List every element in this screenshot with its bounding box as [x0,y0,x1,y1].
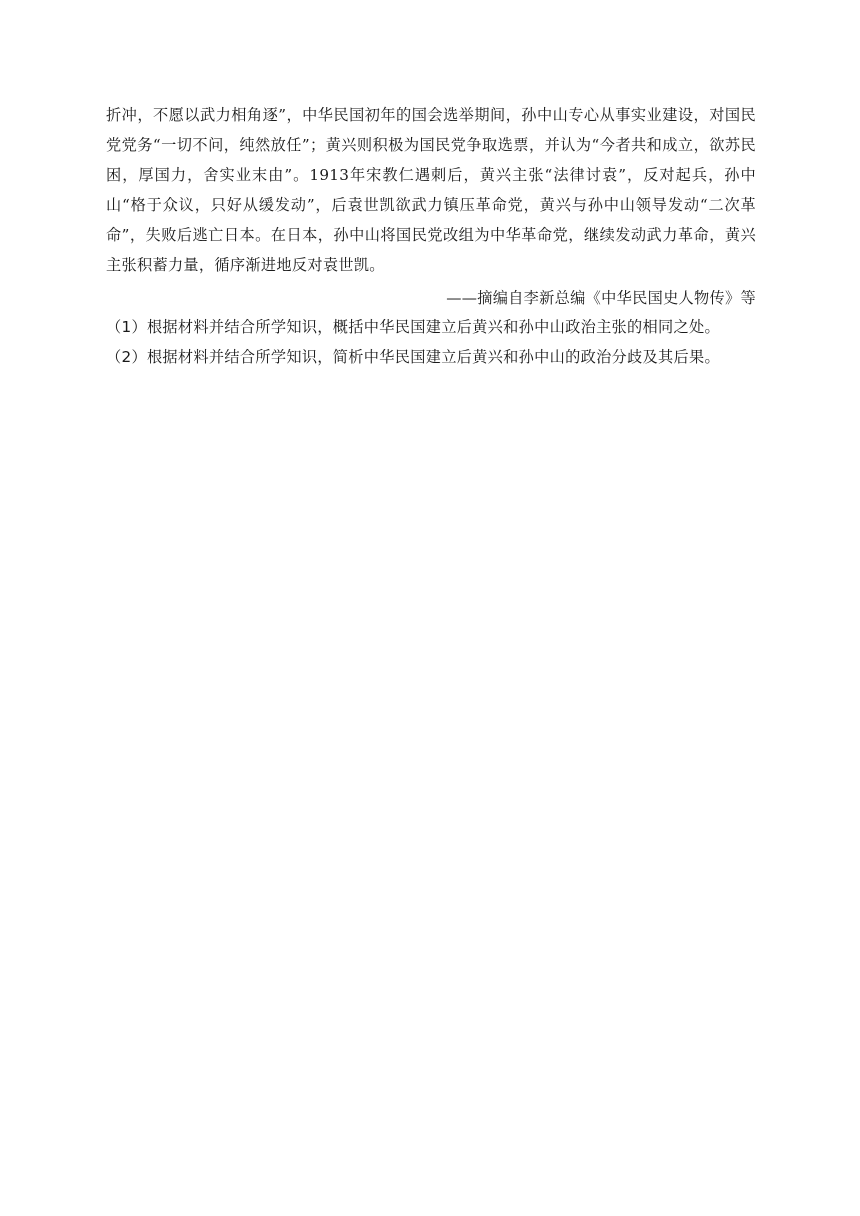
source-citation: ——摘编自李新总编《中华民国史人物传》等 [446,289,756,307]
question-2: （2）根据材料并结合所学知识，简析中华民国建立后黄兴和孙中山的政治分歧及其后果。 [106,348,720,366]
question-1: （1）根据材料并结合所学知识，概括中华民国建立后黄兴和孙中山政治主张的相同之处。 [106,318,720,336]
material-passage: 折冲，不愿以武力相角逐”，中华民国初年的国会选举期间，孙中山专心从事实业建设，对国民党党务“一切不问，纯然放任”；黄兴则积极为国民党争取选票，并认为“今者共和成立，欲苏民困，厚国力，舍实业末由”。1913年宋教仁遇刺后，黄兴主张“法律讨袁”，反对起兵，孙中山“格于众议，只好从缓发动”，后袁世凯欲武力镇压革命党，黄兴与孙中山领导发动“二次革命”，失败后逃亡日本。在日本，孙中山将国民党改组为中华革命党，继续发动武力革命，黄兴主张积蓄力量，循序渐进地反对袁世凯。 [106,106,756,274]
document-content [106,100,756,372]
